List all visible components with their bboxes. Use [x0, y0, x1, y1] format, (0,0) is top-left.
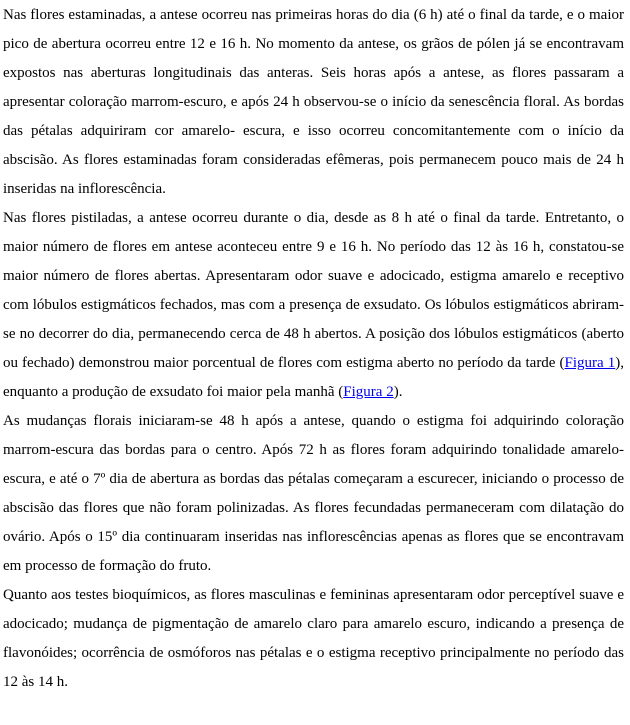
paragraph-biochemical-tests: Quanto aos testes bioquímicos, as flores masculinas e femininas apresentaram odor perceptível suave e adocicado; mudança de pigmentação de amarelo claro para amarelo escuro, indicando a presença de flavonóides; ocorrência de osmóforos nas pétalas e o estigma receptivo principalmente no período das 12 às 14 h.: [3, 587, 624, 690]
pistillate-text-between-links: ), enquanto a produção de exsudato foi maior pela manhã (: [3, 355, 624, 400]
figura-2-link[interactable]: Figura 2: [343, 384, 394, 400]
paragraph-staminate-flowers: Nas flores estaminadas, a antese ocorreu nas primeiras horas do dia (6 h) até o final da tarde, e o maior pico de abertura ocorreu entre 12 e 16 h. No momento da antese, os grãos de pólen já se encontravam expostos nas aberturas longitudinais das anteras. Seis horas após a antese, as flores passaram a apresentar coloração marrom-escuro, e após 24 h observou-se o início da senescência floral. As bordas das pétalas adquiriram cor amarelo- escura, e isso ocorreu concomitantemente com o início da abscisão. As flores estaminadas foram consideradas efêmeras, pois permanecem pouco mais de 24 h inseridas na inflorescência.: [3, 7, 624, 197]
paragraph-floral-changes: As mudanças florais iniciaram-se 48 h após a antese, quando o estigma foi adquirindo coloração marrom-escura das bordas para o centro. Após 72 h as flores foram adquirindo tonalidade amarelo-escura, e até o 7º dia de abertura as bordas das pétalas começaram a escurecer, iniciando o processo de abscisão das flores que não foram polinizadas. As flores fecundadas permaneceram com dilatação do ovário. Após o 15º dia continuaram inseridas nas inflorescências apenas as flores que se encontravam em processo de formação do fruto.: [3, 413, 624, 574]
pistillate-text-before-figura1: Nas flores pistiladas, a antese ocorreu durante o dia, desde as 8 h até o final da tarde. Entretanto, o maior número de flores em antese aconteceu entre 9 e 16 h. No período das 12 às 16 h, constatou-se maior número de flores abertas. Apresentaram odor suave e adocicado, estigma amarelo e receptivo com lóbulos estigmáticos fechados, mas com a presença de exsudato. Os lóbulos estigmáticos abriram-se no decorrer do dia, permanecendo cerca de 48 h abertos. A posição dos lóbulos estigmáticos (aberto ou fechado) demonstrou maior porcentual de flores com estigma aberto no período da tarde (: [3, 210, 624, 371]
paragraph-pistillate-flowers: [3, 204, 624, 407]
figura-1-link[interactable]: Figura 1: [564, 355, 616, 371]
pistillate-text-after-figura2: ).: [393, 384, 403, 400]
